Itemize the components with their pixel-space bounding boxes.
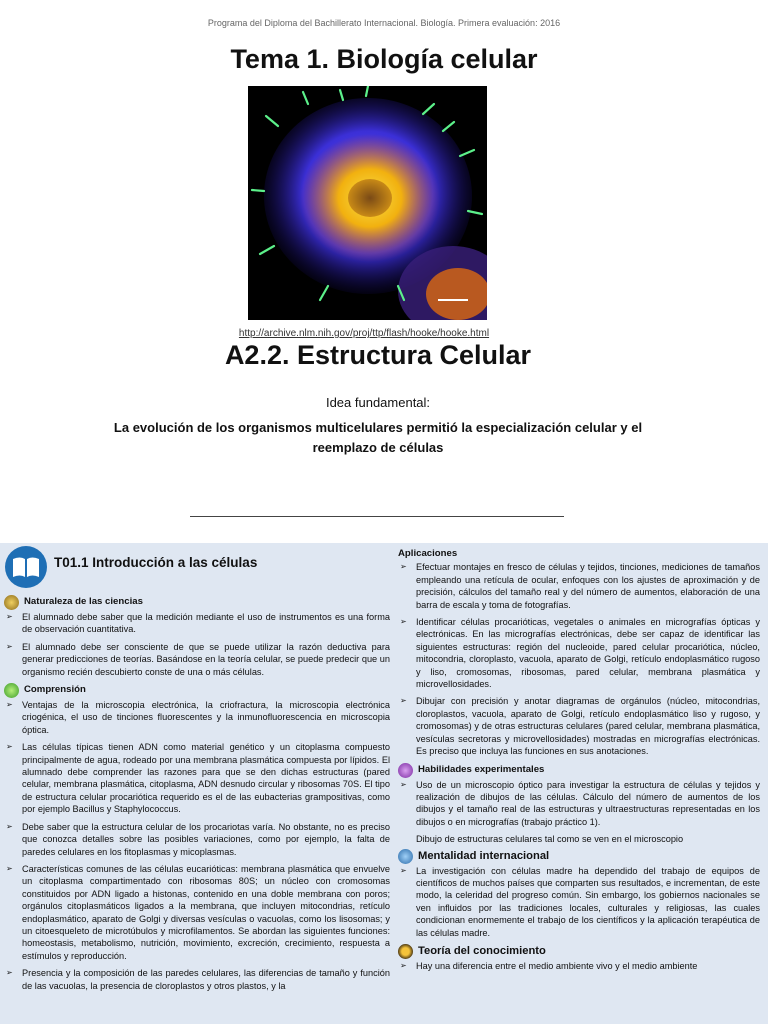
book-icon <box>4 545 48 589</box>
science-nature-icon <box>4 595 19 610</box>
comprension-heading <box>4 683 390 698</box>
list-item: ➢ El alumnado debe saber que la medición mediante el uso de instrumentos es una forma de observación cuantitativa. <box>4 611 390 636</box>
habilidades-title: Habilidades experimentales <box>418 763 545 775</box>
page-title: Tema 1. Biología celular <box>230 44 538 74</box>
aplicaciones-heading <box>398 548 760 560</box>
syllabus-panel <box>0 543 768 1024</box>
list-item: ➢ La investigación con células madre ha dependido del trabajo de equipos de científicos de muchos países que comparten sus resultados, e incrementan, de este modo, la celeridad del progreso común. Sin embargo, los gobiernos nacionales se ven influidos por las tradiciones locales, culturales y religiosas, las cuales condicionan enormemente el trabajo de los científicos y la aplicación terapéutica de las células madre. <box>398 865 760 939</box>
idea-label: Idea fundamental: <box>325 395 431 410</box>
list-item: ➢ Presencia y la composición de las paredes celulares, las diferencias de tamaño y función de las vacuolas, la presencia de cloroplastos y otros plastos, y la <box>4 967 390 992</box>
list-item: ➢ Las células típicas tienen ADN como material genético y un citoplasma compuesto principalmente de agua, rodeado por una membrana plasmática compuesta por lípidos. El alumnado debe comprender las razones para que se den dichas estructuras (pared celular, membrana plasmática, citoplasma, ADN desnudo circular y ribosomas 70S. El tipo de estructura celular procariótica requerido es el de las eubacterias grampositivas, como por ejemplo Bacillus y Staphylococcus. <box>4 741 390 815</box>
aplicaciones-title: Aplicaciones <box>398 548 458 559</box>
list-item: ➢ Uso de un microscopio óptico para investigar la estructura de células y tejidos y realización de dibujos de las células. Cálculo del número de aumentos de los dibujos y el tamaño real de las estructuras y ultraestructuras representadas en los dibujos o en micrografías (trabajo práctico 1). <box>398 779 760 829</box>
list-item: ➢ Efectuar montajes en fresco de células y tejidos, tinciones, mediciones de tamaños empleando una retícula de ocular, enfoques con los ajustes de aproximación y de precisión, cálculos del tamaño real y del número de aumentos, elaboración de una barra de escala y toma de fotografías. <box>398 561 760 611</box>
idea-text: La evolución de los organismos multicelulares permitió la especialización celular y el reemplazo de células <box>113 420 643 455</box>
list-item: ➢ Debe saber que la estructura celular de los procariotas varía. No obstante, no es preciso que conozca detalles sobre las posibles variaciones, como por ejemplo, la falta de paredes celulares en los fitoplasmas y micoplasmas. <box>4 821 390 858</box>
mentalidad-title: Mentalidad internacional <box>418 849 550 862</box>
list-item: ➢ Hay una diferencia entre el medio ambiente vivo y el medio ambiente <box>398 960 760 972</box>
list-item: ➢ Ventajas de la microscopia electrónica, la criofractura, la microscopia electrónica criogénica, el uso de tinciones fluorescentes y la inmunofluorescencia en microscopia óptica. <box>4 699 390 736</box>
divider-line <box>190 516 564 517</box>
teoria-heading <box>398 944 760 959</box>
topic-title: T01.1 Introducción a las células <box>54 555 258 570</box>
naturaleza-title: Naturaleza de las ciencias <box>24 596 143 608</box>
naturaleza-heading <box>4 595 390 610</box>
knowledge-eye-icon <box>398 944 413 959</box>
comprension-title: Comprensión <box>24 684 86 696</box>
section-subtitle: A2.2. Estructura Celular <box>224 340 532 370</box>
dna-icon <box>4 683 19 698</box>
right-column <box>398 543 760 977</box>
page-header: Programa del Diploma del Bachillerato Internacional. Biología. Primera evaluación: 2016 <box>207 18 561 28</box>
image-source-link[interactable]: http://archive.nlm.nih.gov/proj/ttp/flash/hooke/hooke.html <box>238 328 490 339</box>
fluorescent-cell-image <box>248 86 487 320</box>
list-item: ➢ Características comunes de las células eucarióticas: membrana plasmática que envuelve un citoplasma compartimentado con ribosomas 80S; un núcleo con cromosomas constituidos por ADN ligado a histonas, contenido en una doble membrana con poros; orgánulos citoplasmáticos ligados a la membrana, que incluyen mitocondrias, retículo endoplasmático, aparato de Golgi y diversas vesículas o vacuolas, como los lisosomas; y un citoesqueleto de microtúbulos y microfilamentos. Se abordan las siguientes funciones: homeostasis, metabolismo, nutrición, movimiento, excreción, crecimiento, respuesta a estímulos y reproducción. <box>4 863 390 962</box>
habilidades-heading <box>398 763 760 778</box>
mentalidad-heading <box>398 849 760 864</box>
list-item: ➢ El alumnado debe ser consciente de que se puede utilizar la razón deductiva para generar predicciones de teorías. Basándose en la teoría celular, se puede predecir que un organismo recién descubierto conste de una o más células. <box>4 641 390 678</box>
list-item: ➢ Dibujar con precisión y anotar diagramas de orgánulos (núcleo, mitocondrias, cloroplastos, vacuola, aparato de Golgi, retículo endoplasmático liso y rugoso, y cromosomas) y de otras estructuras celulares (pared celular, membrana plasmática, vesículas secretoras y microvellosidades) mostradas en micrografías electrónicas. Es preciso que incluya las funciones en sus anotaciones. <box>398 695 760 757</box>
microscope-icon <box>398 763 413 778</box>
list-item: ➢ Identificar células procarióticas, vegetales o animales en micrografías ópticas y electrónicas. En las micrografías electrónicas, debe ser capaz de identificar las siguientes estructuras: región del nucleoide, pared celular procariótica, núcleo, mitocondria, cloroplasto, vacuola, aparato de Golgi, retículo endoplasmático rugoso y liso, cromosomas, ribosomas, pared celular, membrana plasmática y microvellosidades. <box>398 616 760 690</box>
habilidades-note: Dibujo de estructuras celulares tal como se ven en el microscopio <box>416 834 684 845</box>
globe-icon <box>398 849 413 864</box>
left-column <box>4 543 390 997</box>
teoria-title: Teoría del conocimiento <box>418 945 546 958</box>
